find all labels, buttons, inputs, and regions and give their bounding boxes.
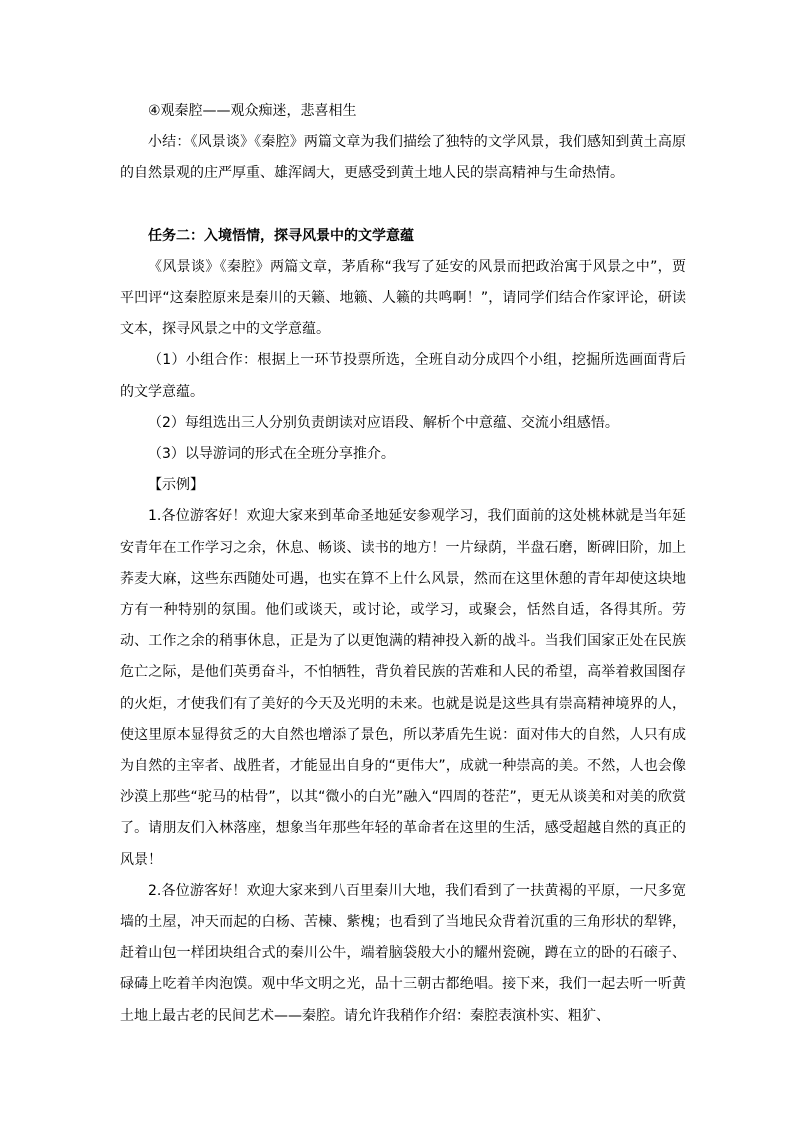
- step-3: （3）以导游词的形式在全班分享推介。: [148, 446, 395, 463]
- item-observe-qinqiang: ④观秦腔——观众痴迷，悲喜相生: [148, 103, 357, 119]
- step-1: （1）小组合作：根据上一环节投票所选，全班自动分成四个小组，挖掘所选画面背后的文学意蕴。: [120, 352, 686, 400]
- example-2: 2.各位游客好！欢迎大家来到八百里秦川大地，我们看到了一扶黄褐的平原，一尺多宽墙的土屋，冲天而起的白杨、苦楝、紫槐；也看到了当地民众背着沉重的三角形状的犁铧，赶着山包一样团块组合式的秦川公牛，端着脑袋般大小的耀州瓷碗，蹲在立的卧的石磙子、碌碡上吃着羊肉泡馍。观中华文明之光，品十三朝古都绝唱。接下来，我们一起去听一听黄土地上最古老的民间艺术——秦腔。请允许我稍作介绍：秦腔表演朴实、粗犷、: [120, 882, 686, 1024]
- example-label: 【示例】: [148, 477, 204, 494]
- task2-title: 任务二：入境悟情，探寻风景中的文学意蕴: [148, 227, 414, 244]
- summary-paragraph: 小结：《风景谈》《秦腔》两篇文章为我们描绘了独特的文学风景，我们感知到黄土高原的自然景观的庄严厚重、雄浑阔大，更感受到黄土地人民的崇高精神与生命热情。: [120, 134, 686, 182]
- step-2: （2）每组选出三人分别负责朗读对应语段、解析个中意蕴、交流小组感悟。: [148, 414, 619, 431]
- task2-intro: 《风景谈》《秦腔》两篇文章，茅盾称“我写了延安的风景而把政治寓于风景之中”，贾平凹评“这秦腔原来是秦川的天籁、地籁、人籁的共鸣啊！”，请同学们结合作家评论，研读文本，探寻风景之中的文学意蕴。: [120, 258, 686, 338]
- document-page: [120, 96, 686, 1032]
- example-1: 1.各位游客好！欢迎大家来到革命圣地延安参观学习，我们面前的这处桃林就是当年延安青年在工作学习之余，休息、畅谈、读书的地方！一片绿荫，半盘石磨，断碑旧阶，加上荞麦大麻，这些东西随处可遇，也实在算不上什么风景，然而在这里休憩的青年却使这块地方有一种特别的氛围。他们或谈天，或讨论，或学习，或聚会，恬然自适，各得其所。劳动、工作之余的稍事休息，正是为了以更饱满的精神投入新的战斗。当我们国家正处在民族危亡之际，是他们英勇奋斗，不怕牺牲，背负着民族的苦难和人民的希望，高举着救国图存的火炬，才使我们有了美好的今天及光明的未来。也就是说是这些具有崇高精神境界的人，使这里原本显得贫乏的大自然也增添了景色，所以茅盾先生说：面对伟大的自然，人只有成为自然的主宰者、战胜者，才能显出自身的“更伟大”，成就一种崇高的美。不然，人也会像沙漠上那些“驼马的枯骨”，以其“微小的白光”融入“四周的苍茫”，更无从谈美和对美的欣赏了。请朋友们入林落座，想象当年那些年轻的革命者在这里的生活，感受超越自然的真正的风景！: [120, 508, 686, 868]
- blank-line: [120, 190, 686, 221]
